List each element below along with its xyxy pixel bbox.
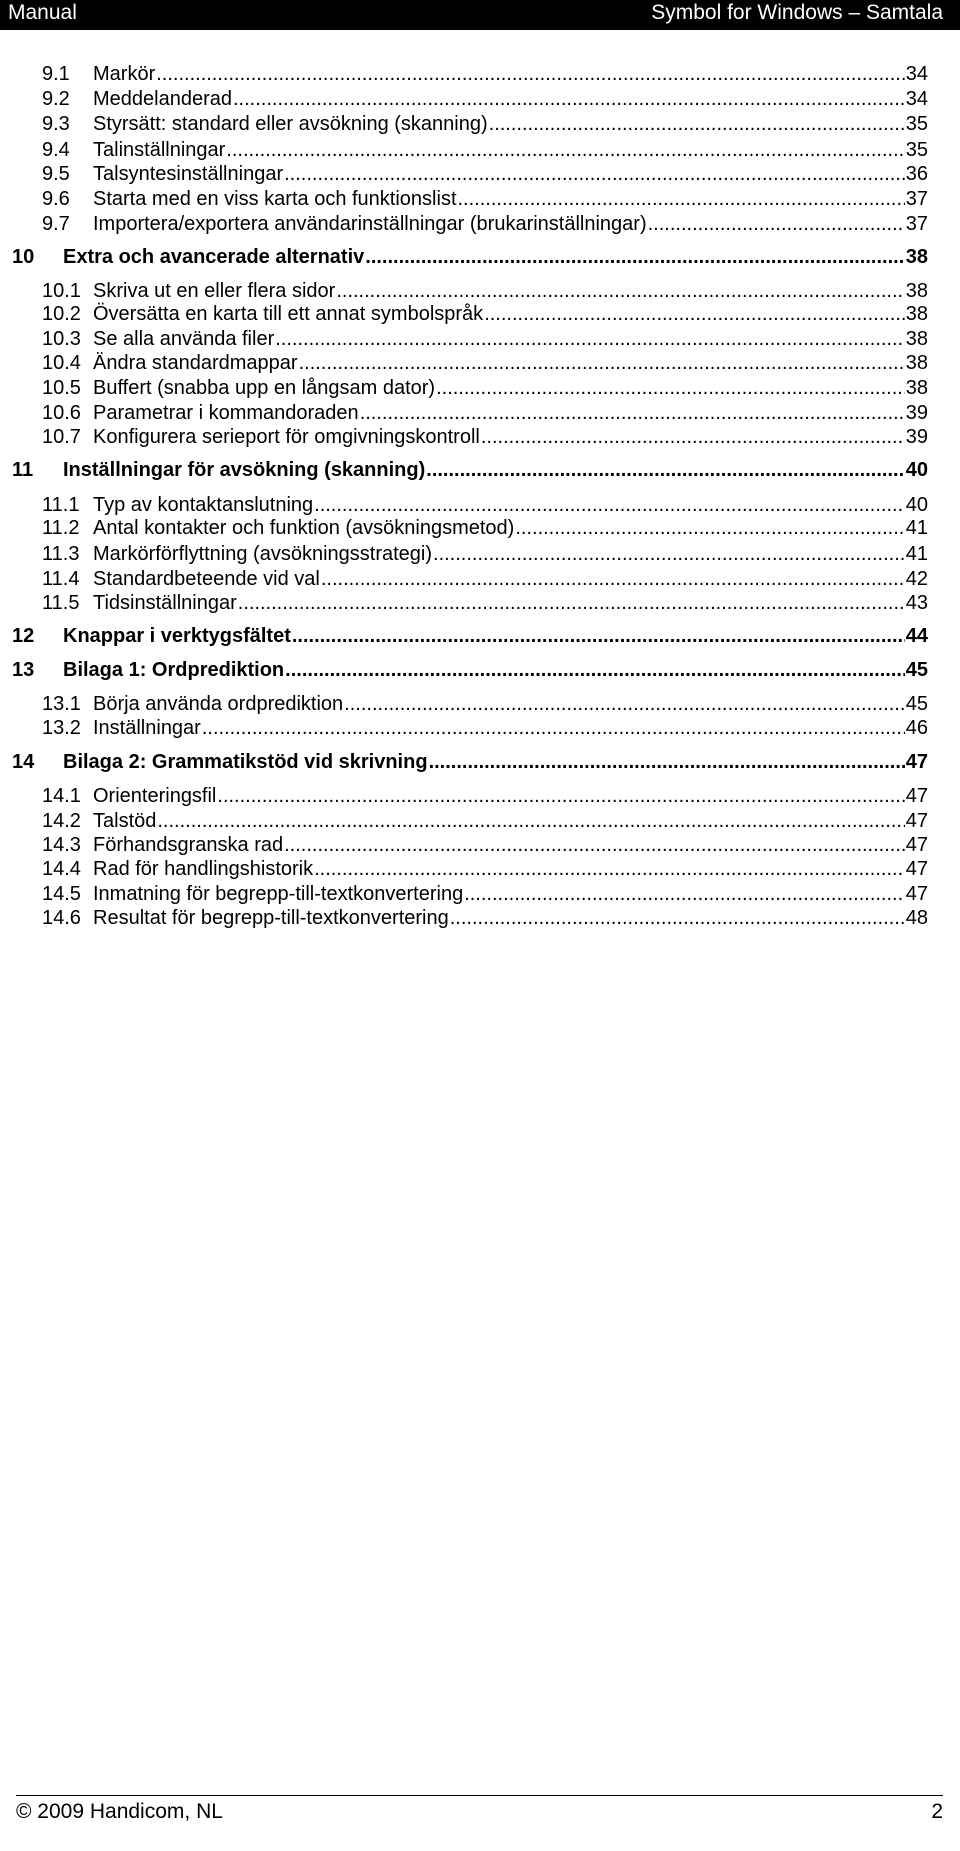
header-manual-label: Manual	[8, 1, 77, 24]
toc-entry-page: 38	[905, 280, 928, 302]
toc-section-entry[interactable]	[42, 542, 928, 567]
toc-entry-number: 9.1	[42, 63, 70, 85]
toc-entry-page: 38	[905, 352, 928, 374]
toc-entry-number: 10.1	[42, 280, 81, 302]
toc-section-entry[interactable]	[42, 906, 928, 931]
toc-section-entry[interactable]	[42, 809, 928, 834]
toc-dot-leader	[484, 302, 905, 327]
toc-dot-leader	[292, 624, 905, 649]
toc-section-entry[interactable]	[42, 784, 928, 809]
toc-entry-number: 11.2	[42, 517, 80, 539]
header-document-title: Symbol for Windows – Samtala	[651, 1, 943, 24]
toc-section-entry[interactable]	[42, 187, 928, 212]
toc-section-entry[interactable]	[42, 857, 928, 882]
toc-entry-title: Importera/exportera användarinställningar (brukarinställningar)	[93, 213, 647, 235]
toc-chapter-entry[interactable]	[12, 458, 928, 483]
toc-entry-title: Talsyntesinställningar	[93, 163, 284, 185]
toc-entry-title: Inmatning för begrepp-till-textkonvertering	[93, 883, 464, 905]
toc-section-entry[interactable]	[42, 882, 928, 907]
toc-entry-page: 34	[905, 88, 928, 110]
toc-entry-page: 43	[905, 592, 928, 614]
toc-entry-number: 12	[12, 625, 35, 647]
toc-entry-number: 9.6	[42, 188, 70, 210]
toc-entry-page: 38	[905, 246, 928, 268]
toc-entry-title: Se alla använda filer	[93, 328, 275, 350]
toc-dot-leader	[450, 906, 905, 931]
toc-entry-number: 11.3	[42, 543, 80, 565]
toc-entry-number: 10.3	[42, 328, 81, 350]
toc-entry-page: 42	[905, 568, 928, 590]
toc-entry-number: 11	[12, 459, 34, 481]
toc-chapter-entry[interactable]	[12, 624, 928, 649]
toc-entry-page: 37	[905, 188, 928, 210]
toc-entry-number: 14.6	[42, 907, 81, 929]
toc-entry-title: Styrsätt: standard eller avsökning (skanning)	[93, 113, 488, 135]
toc-entry-number: 10	[12, 246, 35, 268]
toc-section-entry[interactable]	[42, 833, 928, 858]
toc-entry-title: Konfigurera serieport för omgivningskontroll	[93, 426, 480, 448]
toc-section-entry[interactable]	[42, 138, 928, 163]
toc-section-entry[interactable]	[42, 493, 928, 518]
toc-dot-leader	[284, 833, 905, 858]
toc-section-entry[interactable]	[42, 87, 928, 112]
toc-entry-number: 9.7	[42, 213, 70, 235]
toc-entry-page: 37	[905, 213, 928, 235]
toc-entry-title: Tidsinställningar	[93, 592, 237, 614]
toc-entry-page: 39	[905, 402, 928, 424]
toc-entry-title: Översätta en karta till ett annat symbolspråk	[93, 303, 484, 325]
toc-entry-title: Inställningar	[93, 717, 201, 739]
toc-dot-leader	[433, 542, 905, 567]
toc-entry-number: 14.3	[42, 834, 81, 856]
toc-chapter-entry[interactable]	[12, 245, 928, 270]
toc-entry-page: 45	[905, 693, 928, 715]
toc-entry-number: 10.5	[42, 377, 81, 399]
toc-entry-title: Markörförflyttning (avsökningsstrategi)	[93, 543, 433, 565]
toc-dot-leader	[458, 187, 905, 212]
toc-entry-number: 9.4	[42, 139, 70, 161]
toc-entry-title: Orienteringsfil	[93, 785, 217, 807]
toc-dot-leader	[515, 516, 904, 541]
toc-entry-title: Extra och avancerade alternativ	[63, 246, 365, 268]
toc-dot-leader	[156, 62, 905, 87]
toc-entry-number: 10.6	[42, 402, 81, 424]
toc-dot-leader	[226, 138, 904, 163]
toc-entry-title: Bilaga 1: Ordprediktion	[63, 659, 285, 681]
toc-entry-page: 34	[905, 63, 928, 85]
toc-entry-title: Parametrar i kommandoraden	[93, 402, 359, 424]
toc-entry-title: Antal kontakter och funktion (avsökningsmetod)	[93, 517, 515, 539]
toc-entry-number: 9.5	[42, 163, 70, 185]
toc-section-entry[interactable]	[42, 212, 928, 237]
toc-entry-page: 41	[905, 517, 928, 539]
toc-entry-number: 13	[12, 659, 35, 681]
toc-entry-number: 10.4	[42, 352, 81, 374]
page-header	[0, 0, 960, 30]
toc-dot-leader	[217, 784, 904, 809]
toc-entry-title: Bilaga 2: Grammatikstöd vid skrivning	[63, 751, 428, 773]
toc-dot-leader	[299, 351, 905, 376]
toc-dot-leader	[464, 882, 905, 907]
toc-entry-title: Buffert (snabba upp en långsam dator)	[93, 377, 436, 399]
toc-entry-number: 13.1	[42, 693, 81, 715]
toc-section-entry[interactable]	[42, 692, 928, 717]
toc-entry-page: 38	[905, 377, 928, 399]
toc-entry-number: 14	[12, 751, 35, 773]
toc-section-entry[interactable]	[42, 351, 928, 376]
toc-entry-title: Börja använda ordprediktion	[93, 693, 344, 715]
toc-dot-leader	[238, 591, 905, 616]
toc-entry-page: 47	[905, 858, 928, 880]
toc-entry-page: 47	[905, 810, 928, 832]
toc-entry-number: 11.5	[42, 592, 80, 614]
toc-section-entry[interactable]	[42, 425, 928, 450]
toc-section-entry[interactable]	[42, 567, 928, 592]
toc-dot-leader	[314, 857, 905, 882]
toc-entry-page: 41	[905, 543, 928, 565]
toc-dot-leader	[157, 809, 904, 834]
toc-section-entry[interactable]	[42, 376, 928, 401]
toc-entry-page: 38	[905, 328, 928, 350]
toc-dot-leader	[336, 279, 904, 304]
toc-dot-leader	[648, 212, 905, 237]
toc-entry-title: Typ av kontaktanslutning	[93, 494, 314, 516]
toc-entry-title: Talinställningar	[93, 139, 226, 161]
toc-entry-number: 11.1	[42, 494, 80, 516]
toc-entry-page: 35	[905, 113, 928, 135]
toc-entry-title: Inställningar för avsökning (skanning)	[63, 459, 426, 481]
toc-dot-leader	[233, 87, 905, 112]
toc-entry-page: 47	[905, 883, 928, 905]
toc-dot-leader	[360, 401, 905, 426]
toc-entry-number: 14.2	[42, 810, 81, 832]
toc-entry-number: 14.1	[42, 785, 81, 807]
toc-dot-leader	[429, 750, 905, 775]
toc-entry-title: Knappar i verktygsfältet	[63, 625, 291, 647]
toc-section-entry[interactable]	[42, 516, 928, 541]
toc-dot-leader	[436, 376, 905, 401]
toc-chapter-entry[interactable]	[12, 658, 928, 683]
toc-section-entry[interactable]	[42, 62, 928, 87]
toc-dot-leader	[365, 245, 904, 270]
toc-dot-leader	[426, 458, 904, 483]
toc-entry-title: Meddelanderad	[93, 88, 232, 110]
toc-entry-page: 36	[905, 163, 928, 185]
toc-section-entry[interactable]	[42, 279, 928, 304]
toc-entry-number: 9.2	[42, 88, 70, 110]
toc-section-entry[interactable]	[42, 401, 928, 426]
toc-entry-title: Talstöd	[93, 810, 157, 832]
toc-dot-leader	[344, 692, 905, 717]
toc-entry-number: 14.4	[42, 858, 81, 880]
toc-section-entry[interactable]	[42, 327, 928, 352]
toc-dot-leader	[321, 567, 905, 592]
toc-section-entry[interactable]	[42, 302, 928, 327]
toc-entry-title: Starta med en viss karta och funktionslist	[93, 188, 457, 210]
toc-entry-page: 47	[905, 751, 928, 773]
toc-entry-page: 39	[905, 426, 928, 448]
footer-divider	[16, 1795, 943, 1796]
toc-entry-page: 45	[905, 659, 928, 681]
toc-entry-page: 47	[905, 834, 928, 856]
toc-entry-title: Standardbeteende vid val	[93, 568, 320, 590]
toc-entry-page: 46	[905, 717, 928, 739]
toc-entry-title: Resultat för begrepp-till-textkonvertering	[93, 907, 449, 929]
toc-entry-page: 35	[905, 139, 928, 161]
footer-page-number: 2	[931, 1800, 943, 1823]
toc-entry-page: 48	[905, 907, 928, 929]
toc-dot-leader	[202, 716, 905, 741]
toc-chapter-entry[interactable]	[12, 750, 928, 775]
toc-entry-page: 47	[905, 785, 928, 807]
toc-entry-title: Ändra standardmappar	[93, 352, 298, 374]
toc-dot-leader	[284, 162, 905, 187]
toc-dot-leader	[481, 425, 905, 450]
toc-dot-leader	[314, 493, 905, 518]
toc-entry-number: 10.2	[42, 303, 81, 325]
toc-dot-leader	[285, 658, 905, 683]
toc-entry-number: 13.2	[42, 717, 81, 739]
footer-copyright: © 2009 Handicom, NL	[16, 1800, 223, 1823]
toc-entry-title: Markör	[93, 63, 156, 85]
toc-section-entry[interactable]	[42, 112, 928, 137]
toc-section-entry[interactable]	[42, 591, 928, 616]
toc-entry-page: 44	[905, 625, 928, 647]
toc-entry-number: 11.4	[42, 568, 80, 590]
toc-entry-number: 9.3	[42, 113, 70, 135]
toc-entry-title: Skriva ut en eller flera sidor	[93, 280, 336, 302]
toc-entry-title: Rad för handlingshistorik	[93, 858, 314, 880]
toc-section-entry[interactable]	[42, 162, 928, 187]
toc-entry-title: Förhandsgranska rad	[93, 834, 284, 856]
toc-dot-leader	[489, 112, 905, 137]
toc-entry-page: 38	[905, 303, 928, 325]
toc-entry-page: 40	[905, 494, 928, 516]
toc-section-entry[interactable]	[42, 716, 928, 741]
toc-dot-leader	[275, 327, 905, 352]
toc-entry-page: 40	[905, 459, 928, 481]
toc-entry-number: 14.5	[42, 883, 81, 905]
toc-entry-number: 10.7	[42, 426, 81, 448]
